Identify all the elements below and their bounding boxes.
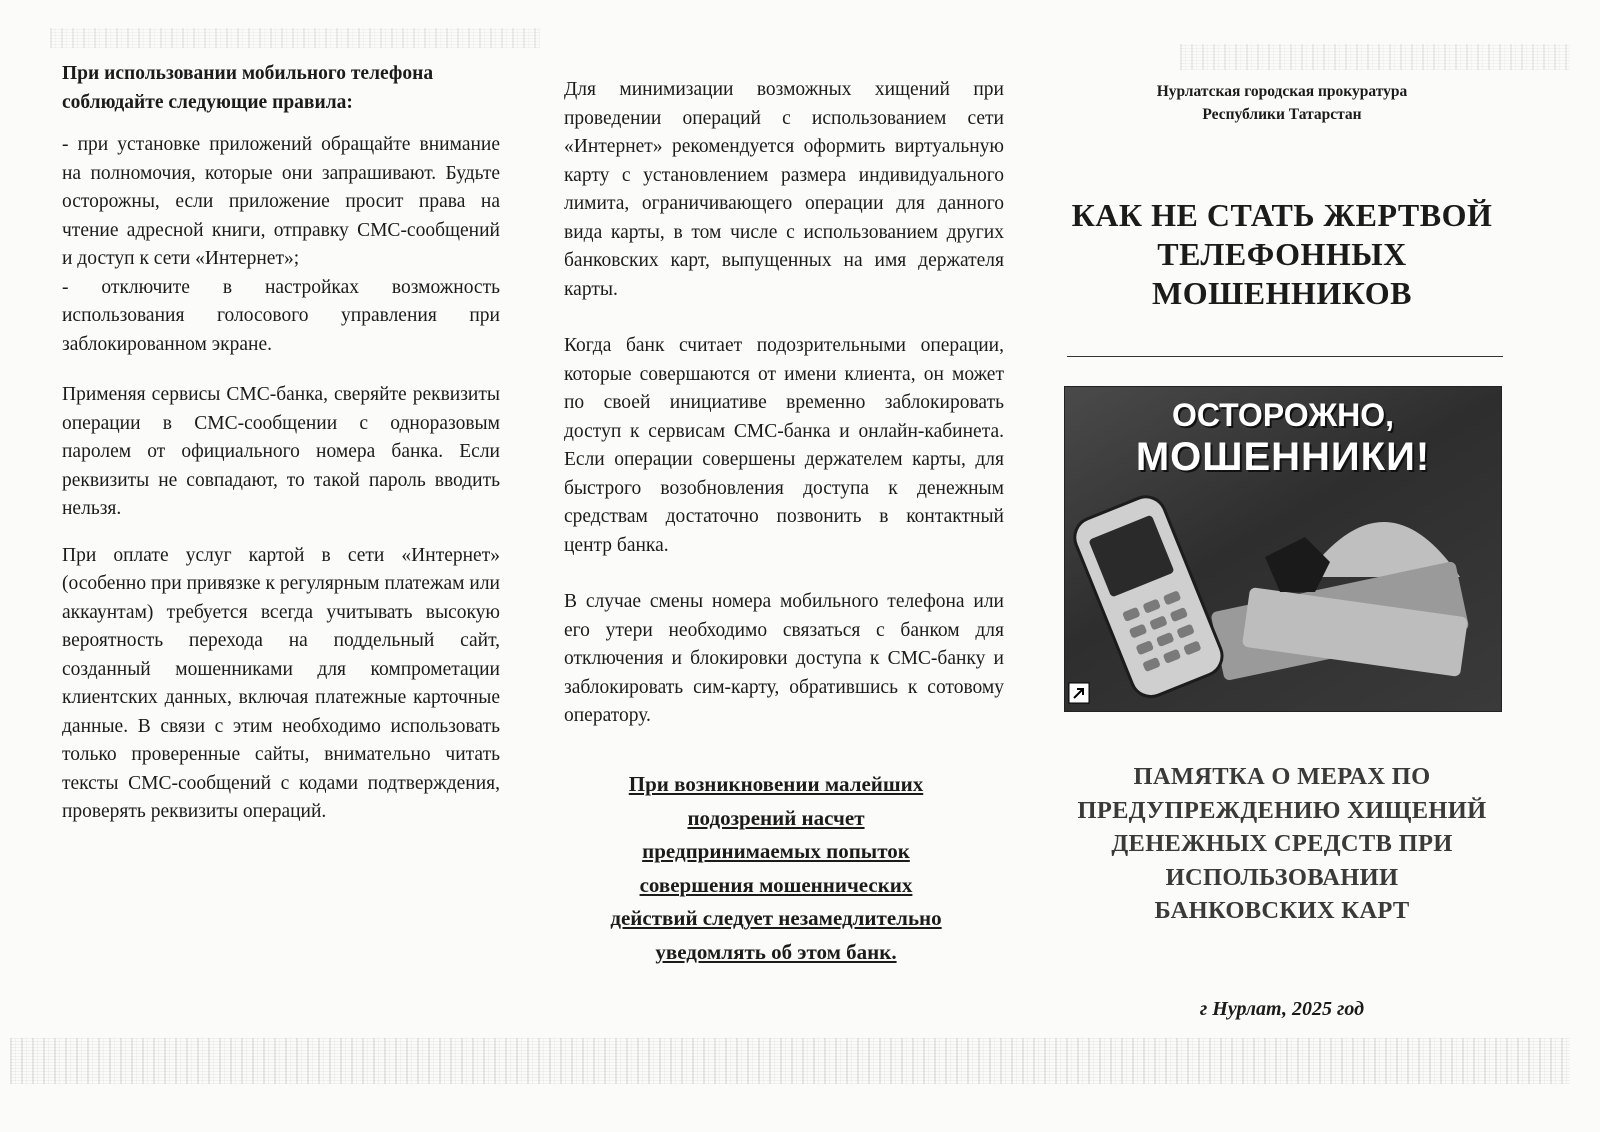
main-title — [1062, 196, 1502, 313]
warning-line: предпринимаемых попыток — [642, 839, 910, 863]
warning-line: При возникновении малейших — [628, 772, 924, 796]
paragraph-phone-change: В случае смены номера мобильного телефона или его утери необходимо связаться с банком для отключения и блокировки доступа к СМС-банку и заблокировать сим-карту, обратившись к сотовому оператору. — [564, 591, 1004, 726]
memo-title — [1062, 760, 1502, 928]
paragraph-internet-payments: При оплате услуг картой в сети «Интернет» (особенно при привязке к регулярным платежам или аккаунтам) требуется всегда учитывать высокую вероятность перехода на поддельный сайт, созданный мошенниками для компрометации клиентских данных, включая платежные карточные данные. В связи с этим необходимо использовать только проверенные сайты, внимательно читать тексты СМС-сообщений с кодами подтверждения, проверять реквизиты операций. — [62, 544, 500, 822]
warning-line: совершения мошеннических — [639, 872, 913, 897]
bullet-app-permissions: - при установке приложений обращайте внимание на полномочия, которые они запрашивают. Будьте осторожны, если приложение просит права на чтение адресной книги, отправку СМС-сообщений и доступ к сети «Интернет»; — [62, 134, 500, 269]
org-line: Республики Татарстан — [1202, 106, 1362, 123]
poster-text — [1065, 395, 1501, 479]
paragraph-bank-blocking: Когда банк считает подозрительными операции, которые совершаются от имени клиента, он может по своей инициативе временно заблокировать доступ к сервисам СМС-банка и онлайн-кабинета. Если операции совершены держателем карты, для быстрого возобновления доступа к денежным средствам достаточно позвонить в контактный центр банка. — [564, 335, 1004, 556]
title-line: ТЕЛЕФОННЫХ — [1157, 236, 1407, 272]
organization-name — [1062, 80, 1502, 126]
middle-column — [564, 76, 1004, 749]
place-and-year: г Нурлат, 2025 год — [1199, 998, 1365, 1020]
title-line: КАК НЕ СТАТЬ ЖЕРТВОЙ — [1071, 197, 1493, 233]
poster-caption-line1: ОСТОРОЖНО, — [1171, 397, 1395, 433]
memo-line: ПАМЯТКА О МЕРАХ ПО — [1133, 763, 1431, 790]
left-column — [62, 60, 500, 845]
rules-heading: При использовании мобильного телефона соблюдайте следующие правила: — [62, 63, 434, 113]
warning-line: действий следует незамедлительно — [610, 906, 942, 930]
poster-caption-line2: МОШЕННИКИ! — [1135, 435, 1431, 479]
title-line: МОШЕННИКОВ — [1152, 275, 1412, 311]
warning-line: уведомлять об этом банк. — [655, 939, 897, 964]
warning-poster-image — [1064, 386, 1502, 712]
memo-line: ДЕНЕЖНЫХ СРЕДСТВ ПРИ — [1111, 830, 1453, 857]
scan-noise-top — [50, 28, 540, 48]
org-line: Нурлатская городская прокуратура — [1156, 83, 1408, 100]
paragraph-virtual-card: Для минимизации возможных хищений при проведении операций с использованием сети «Интернет» рекомендуется оформить виртуальную карту с установлением размера индивидуального лимита, ограничивающего операции для данного вида карты, в том числе с использованием других банковских карт, выпущенных на имя держателя карты. — [564, 79, 1004, 300]
paragraph-sms-bank: Применяя сервисы СМС-банка, сверяйте реквизиты операции в СМС-сообщении с одноразовым паролем от официального номера банка. Если реквизиты не совпадают, то такой пароль вводить нельзя. — [62, 384, 500, 519]
divider — [1067, 356, 1503, 357]
memo-line: ПРЕДУПРЕЖДЕНИЮ ХИЩЕНИЙ — [1077, 796, 1487, 824]
cover-column — [1062, 0, 1502, 1132]
bullet-voice-control: - отключите в настройках возможность использования голосового управления при заблокированном экране. — [62, 276, 500, 355]
warning-line: подозрений насчет — [687, 805, 865, 830]
memo-line: ИСПОЛЬЗОВАНИИ — [1165, 863, 1399, 891]
warning-notice — [556, 768, 996, 969]
memo-line: БАНКОВСКИХ КАРТ — [1154, 897, 1410, 924]
